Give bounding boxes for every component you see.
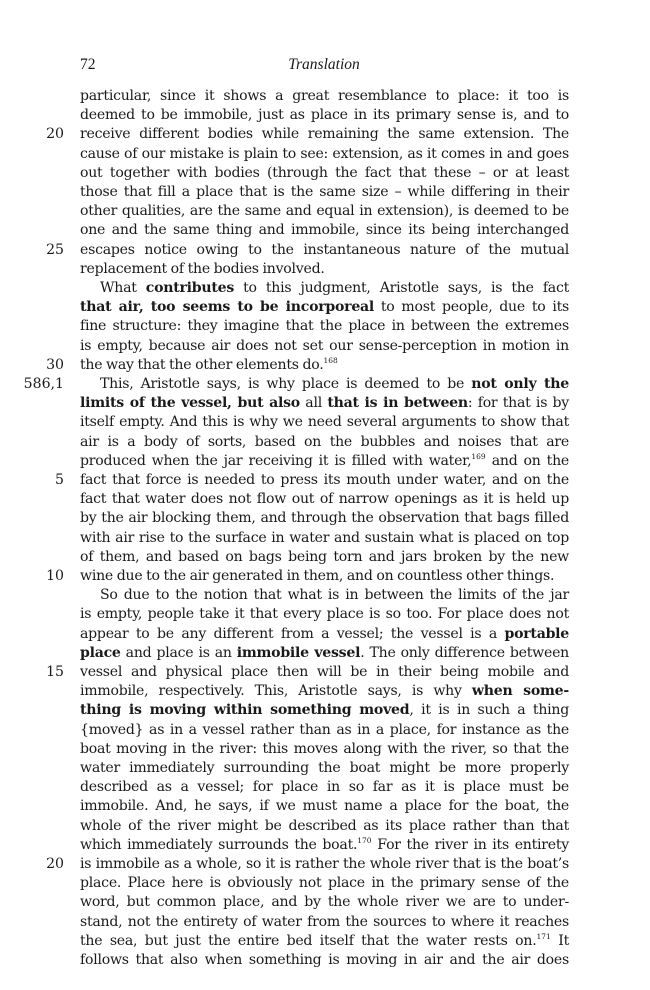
text-run: is immobile as a whole, so it is rather the whole river that is the boat’s — [80, 856, 569, 872]
text-run: is empty, people take it that every place is so too. For place does not — [80, 606, 569, 623]
text-line — [80, 412, 569, 432]
margin-line-number: 586,1 — [23, 376, 64, 392]
text-line — [80, 624, 569, 644]
margin-line-number: 10 — [46, 568, 64, 584]
footnote-reference: 170 — [357, 835, 372, 845]
text-run: follows that also when something is moving in air and the air does — [80, 952, 569, 968]
text-run: So due to the notion that what is in between the limits of the jar — [100, 587, 569, 604]
text-run: What — [100, 280, 146, 296]
text-line — [80, 643, 569, 663]
text-run: boat moving in the river: this moves along with the river, so that the — [80, 740, 569, 757]
text-line — [80, 528, 569, 548]
text-run: appear to be any different from a vessel; the vessel is a — [80, 625, 505, 642]
text-line — [80, 604, 569, 624]
text-line — [80, 892, 569, 912]
bold-lemma: when some- — [471, 683, 569, 700]
text-line — [80, 432, 569, 452]
footnote-reference: 168 — [323, 355, 338, 365]
text-line — [80, 259, 569, 279]
margin-line-number: 30 — [46, 356, 64, 373]
text-run: immobile. And, he says, if we must name a place for the boat, the — [80, 798, 569, 815]
text-line — [80, 816, 569, 836]
text-line — [80, 681, 569, 701]
bold-lemma: limits of the vessel, but also — [80, 395, 300, 412]
text-run: by the air blocking them, and through the observation that bags filled — [80, 510, 569, 527]
text-line — [80, 163, 569, 183]
text-run: escapes notice owing to the instantaneous nature of the mutual — [80, 241, 569, 258]
bold-lemma: place — [80, 644, 121, 661]
text-run: all — [299, 395, 328, 412]
text-run: wine due to the air generated in them, and on countless other things. — [80, 568, 555, 584]
text-line — [80, 912, 569, 932]
text-line — [80, 451, 569, 471]
text-line — [80, 355, 569, 375]
text-run: stand, not the entirety of water from the sources to where it reaches — [80, 913, 569, 930]
margin-line-number: 5 — [55, 472, 64, 488]
margin-line-number: 20 — [46, 126, 64, 143]
text-run: fine structure: they imagine that the place in between the extremes — [80, 318, 569, 335]
text-line — [80, 720, 569, 740]
text-run: {moved} as in a vessel rather than as in a place, for instance as the — [80, 721, 569, 738]
text-run: This, Aristotle says, is why place is deemed to be — [100, 376, 472, 392]
bold-lemma: that air, too seems to be incorporeal — [80, 299, 375, 316]
text-run: to most people, due to its — [374, 299, 569, 316]
bold-lemma: not only the — [471, 376, 569, 392]
text-run: other qualities, are the same and equal in extension), is deemed to be — [80, 203, 569, 220]
margin-line-number: 25 — [46, 241, 64, 258]
text-run: one and the same thing and immobile, since its being interchanged — [80, 222, 569, 239]
text-line — [80, 950, 569, 970]
text-line — [80, 240, 569, 260]
text-run: water immediately surrounding the boat might be more properly — [80, 760, 569, 776]
text-line — [80, 508, 569, 528]
text-line — [80, 585, 569, 605]
text-run: and place is an — [120, 644, 237, 661]
text-run: produced when the jar receiving it is filled with water, — [80, 452, 472, 469]
text-run: particular, since it shows a great resemblance to place: it too is — [80, 88, 569, 104]
bold-lemma: portable — [504, 625, 569, 642]
text-line — [80, 105, 569, 125]
text-run: vessel and physical place then will be in their being mobile and — [80, 664, 569, 680]
text-line — [80, 873, 569, 893]
margin-line-number: 20 — [46, 856, 64, 872]
text-run: It — [550, 932, 569, 949]
text-run: air is a body of sorts, based on the bubbles and noises that are — [80, 433, 569, 450]
bold-lemma: immobile vessel — [236, 644, 361, 661]
text-run: receive different bodies while remaining the same extension. The — [80, 126, 569, 143]
text-line — [80, 777, 569, 797]
text-run: which immediately surrounds the boat. — [80, 836, 358, 853]
text-run: with air rise to the surface in water and sustain what is placed on top — [80, 529, 569, 546]
text-line — [80, 835, 569, 855]
text-run: place. Place here is obviously not place in the primary sense of the — [80, 875, 569, 892]
text-line — [80, 489, 569, 509]
footnote-reference: 169 — [471, 451, 486, 461]
text-line — [80, 374, 569, 394]
text-line — [80, 336, 569, 356]
text-line — [80, 182, 569, 202]
text-run: , it is in such a thing — [409, 702, 570, 719]
text-run: For the river in its entirety — [371, 836, 569, 853]
text-run: : for that is by — [467, 395, 570, 412]
text-line — [80, 566, 569, 586]
text-run: word, but common place, and by the whole river we are to under- — [80, 894, 569, 911]
page-number: 72 — [80, 56, 96, 73]
text-run: replacement of the bodies involved. — [80, 260, 325, 277]
text-run: fact that water does not flow out of narrow openings as it is held up — [80, 491, 569, 508]
margin-line-number: 15 — [46, 664, 64, 680]
text-line — [80, 739, 569, 759]
text-run: whole of the river might be described as its place rather than that — [80, 817, 569, 834]
text-line — [80, 758, 569, 778]
text-run: those that fill a place that is the same size – while differing in their — [80, 184, 569, 200]
text-line — [80, 220, 569, 240]
text-line — [80, 662, 569, 682]
text-line — [80, 796, 569, 816]
footnote-reference: 171 — [536, 931, 551, 941]
text-line — [80, 470, 569, 490]
bold-lemma: thing is moving within something moved — [80, 702, 410, 719]
text-line — [80, 854, 569, 874]
text-run: fact that force is needed to press its mouth under water, and on the — [80, 472, 569, 488]
text-line — [80, 86, 569, 106]
text-run: . The only difference between — [360, 644, 569, 661]
bold-lemma: that is in between — [327, 395, 468, 412]
text-run: itself empty. And this is why we need several arguments to show that — [80, 414, 569, 431]
text-run: immobile, respectively. This, Aristotle says, is why — [80, 683, 472, 700]
text-line — [80, 316, 569, 336]
text-run: out together with bodies (through the fact that these – or at least — [80, 164, 569, 181]
text-run: to this judgment, Aristotle says, is the fact — [234, 280, 569, 296]
text-line — [80, 547, 569, 567]
text-run: and on the — [485, 452, 569, 469]
running-head-title: Translation — [288, 56, 360, 73]
text-run: cause of our mistake is plain to see: extension, as it comes in and goes — [80, 145, 569, 162]
text-line — [80, 144, 569, 164]
bold-lemma: contributes — [145, 280, 235, 296]
text-run: described as a vessel; for place in so far as it is place must be — [80, 779, 569, 796]
text-line — [80, 124, 569, 144]
text-line — [80, 931, 569, 951]
text-run: deemed to be immobile, just as place in its primary sense is, and to — [80, 107, 569, 124]
text-run: of them, and based on bags being torn and jars broken by the new — [80, 548, 569, 565]
text-line — [80, 700, 569, 720]
text-run: the sea, but just the entire bed itself that the water rests on. — [80, 932, 537, 949]
text-line — [80, 201, 569, 221]
text-run: is empty, because air does not set our sense-perception in motion in — [80, 337, 569, 354]
text-run: the way that the other elements do. — [80, 356, 324, 373]
text-line — [80, 393, 569, 413]
text-line — [80, 297, 569, 317]
text-line — [80, 278, 569, 298]
